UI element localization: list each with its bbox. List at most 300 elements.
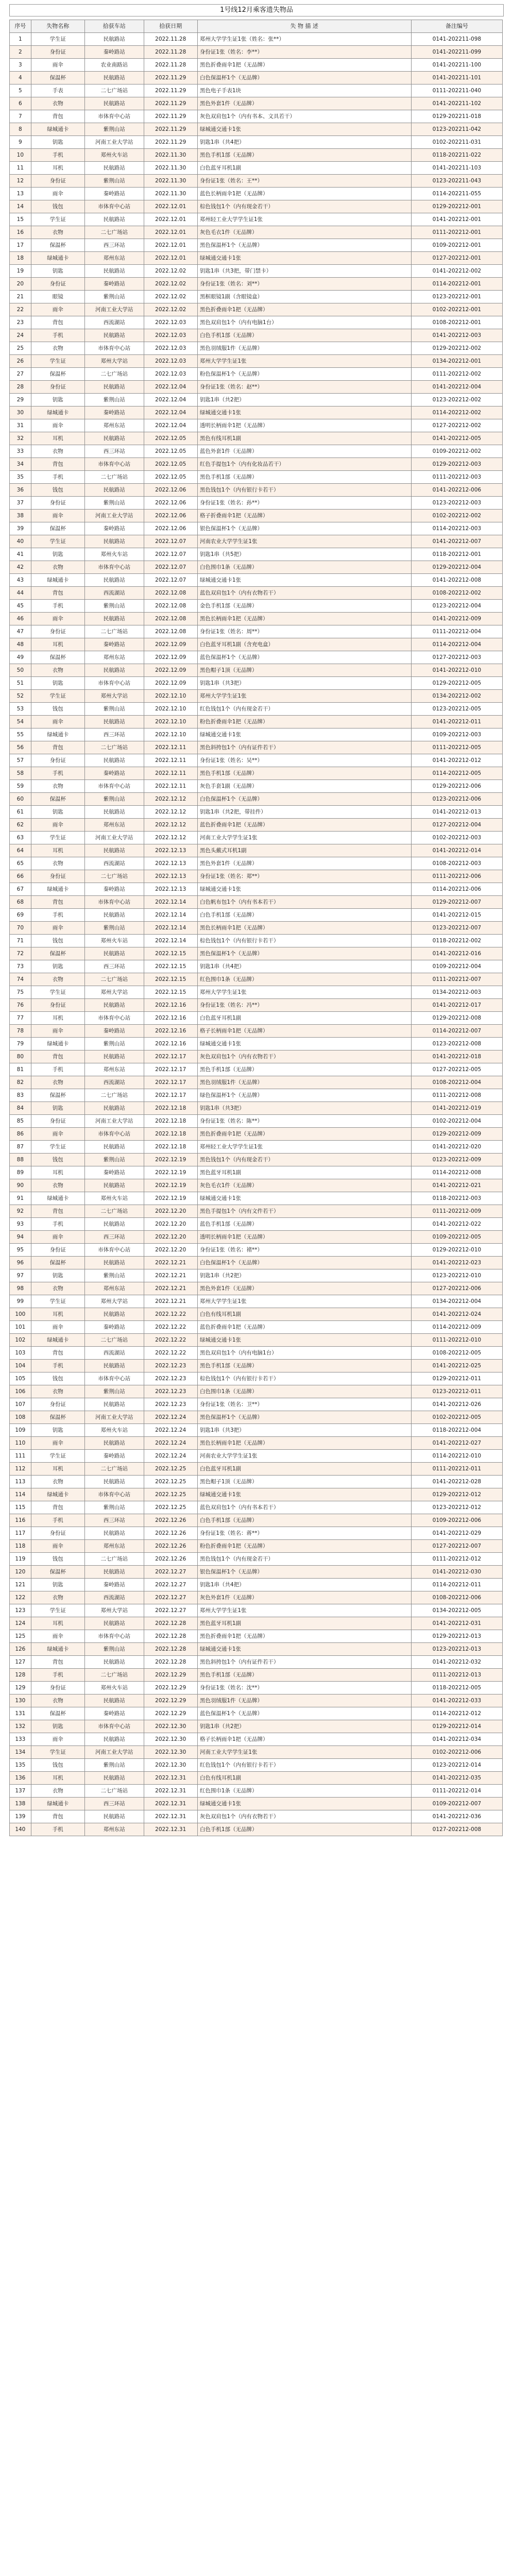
cell-code: 0129-202212-013	[411, 1630, 502, 1643]
cell-station: 民航路站	[84, 432, 144, 445]
cell-date: 2022.12.03	[144, 368, 197, 381]
cell-description: 郑州轻工业大学学生证1张	[197, 213, 411, 226]
cell-date: 2022.12.02	[144, 291, 197, 303]
cell-number: 29	[10, 394, 31, 406]
cell-code: 0141-202212-011	[411, 716, 502, 728]
cell-code: 0141-202212-001	[411, 213, 502, 226]
cell-description: 灰色毛衣1件（无品牌）	[197, 1179, 411, 1192]
cell-station: 西流湖站	[84, 316, 144, 329]
cell-item-name: 衣物	[31, 1282, 84, 1295]
table-row	[10, 394, 503, 406]
cell-description: 蓝色外套1件（无品牌）	[197, 445, 411, 458]
cell-item-name: 钥匙	[31, 1424, 84, 1437]
cell-number: 44	[10, 587, 31, 600]
cell-item-name: 雨伞	[31, 716, 84, 728]
cell-description: 白色有线耳机1副	[197, 1308, 411, 1321]
table-row	[10, 535, 503, 548]
cell-item-name: 衣物	[31, 780, 84, 793]
cell-item-name: 手表	[31, 84, 84, 97]
cell-date: 2022.12.01	[144, 226, 197, 239]
cell-item-name: 钱包	[31, 935, 84, 947]
cell-code: 0141-202212-028	[411, 1476, 502, 1488]
table-row	[10, 561, 503, 574]
cell-date: 2022.12.28	[144, 1630, 197, 1643]
cell-station: 农业南路站	[84, 59, 144, 72]
cell-date: 2022.12.06	[144, 522, 197, 535]
cell-code: 0109-202212-007	[411, 1798, 502, 1810]
cell-item-name: 保温杯	[31, 72, 84, 84]
table-row	[10, 368, 503, 381]
cell-item-name: 雨伞	[31, 1540, 84, 1553]
cell-code: 0123-202212-010	[411, 1269, 502, 1282]
cell-number: 140	[10, 1823, 31, 1836]
table-row	[10, 664, 503, 677]
cell-code: 0141-202212-014	[411, 844, 502, 857]
cell-description: 黑色保温杯1个（无品牌）	[197, 947, 411, 960]
cell-station: 郑州东站	[84, 1282, 144, 1295]
cell-item-name: 身份证	[31, 754, 84, 767]
cell-number: 40	[10, 535, 31, 548]
cell-date: 2022.12.24	[144, 1424, 197, 1437]
cell-code: 0129-202212-004	[411, 561, 502, 574]
cell-station: 二七广场站	[84, 1089, 144, 1102]
cell-number: 119	[10, 1553, 31, 1566]
cell-description: 黑色钱包1个（内有现金若干）	[197, 1553, 411, 1566]
cell-number: 31	[10, 419, 31, 432]
cell-item-name: 手机	[31, 1514, 84, 1527]
cell-item-name: 背包	[31, 316, 84, 329]
cell-number: 82	[10, 1076, 31, 1089]
cell-number: 63	[10, 832, 31, 844]
table-row	[10, 1115, 503, 1128]
cell-date: 2022.12.06	[144, 484, 197, 497]
cell-station: 西三环站	[84, 239, 144, 252]
cell-description: 蓝色折叠雨伞1把（无品牌）	[197, 1321, 411, 1334]
cell-station: 紫荆山站	[84, 1154, 144, 1166]
cell-number: 111	[10, 1450, 31, 1463]
table-row	[10, 1488, 503, 1501]
cell-date: 2022.12.06	[144, 497, 197, 510]
cell-code: 0123-202212-002	[411, 394, 502, 406]
cell-code: 0141-202212-026	[411, 1398, 502, 1411]
cell-item-name: 保温杯	[31, 1411, 84, 1424]
table-row	[10, 999, 503, 1012]
cell-number: 88	[10, 1154, 31, 1166]
cell-number: 56	[10, 741, 31, 754]
table-row	[10, 303, 503, 316]
cell-station: 河南工业大学站	[84, 1411, 144, 1424]
cell-code: 0141-202212-004	[411, 381, 502, 394]
cell-description: 蓝色保温杯1个（无品牌）	[197, 651, 411, 664]
cell-number: 4	[10, 72, 31, 84]
cell-code: 0129-202212-007	[411, 896, 502, 909]
cell-number: 120	[10, 1566, 31, 1579]
cell-date: 2022.12.02	[144, 303, 197, 316]
cell-description: 绿城通交通卡1张	[197, 728, 411, 741]
cell-item-name: 钥匙	[31, 394, 84, 406]
cell-station: 紫荆山站	[84, 1038, 144, 1050]
cell-code: 0141-202212-003	[411, 329, 502, 342]
cell-number: 16	[10, 226, 31, 239]
cell-code: 0129-202212-009	[411, 1128, 502, 1141]
cell-date: 2022.12.28	[144, 1656, 197, 1669]
cell-station: 郑州火车站	[84, 149, 144, 162]
cell-code: 0141-202212-020	[411, 1141, 502, 1154]
cell-number: 2	[10, 46, 31, 59]
cell-date: 2022.12.17	[144, 1063, 197, 1076]
table-row	[10, 677, 503, 690]
cell-number: 84	[10, 1102, 31, 1115]
cell-station: 紫荆山站	[84, 1269, 144, 1282]
cell-item-name: 雨伞	[31, 510, 84, 522]
cell-number: 70	[10, 922, 31, 935]
cell-description: 白色蓝牙耳机1副	[197, 1463, 411, 1476]
cell-number: 28	[10, 381, 31, 394]
lost-items-table	[9, 20, 503, 1836]
cell-date: 2022.12.05	[144, 471, 197, 484]
table-row	[10, 613, 503, 625]
table-header-row	[10, 20, 503, 33]
cell-description: 郑州大学学生证1张	[197, 986, 411, 999]
cell-station: 紫荆山站	[84, 1385, 144, 1398]
cell-number: 124	[10, 1617, 31, 1630]
cell-date: 2022.12.30	[144, 1720, 197, 1733]
cell-number: 54	[10, 716, 31, 728]
cell-code: 0111-202211-040	[411, 84, 502, 97]
cell-number: 61	[10, 806, 31, 819]
cell-item-name: 背包	[31, 458, 84, 471]
cell-date: 2022.11.29	[144, 84, 197, 97]
table-row	[10, 832, 503, 844]
cell-description: 白色帆布包1个（内有书本若干）	[197, 896, 411, 909]
cell-code: 0127-202212-006	[411, 1282, 502, 1295]
cell-code: 0141-202212-027	[411, 1437, 502, 1450]
table-row	[10, 342, 503, 355]
cell-number: 34	[10, 458, 31, 471]
cell-code: 0129-202212-011	[411, 1372, 502, 1385]
cell-number: 112	[10, 1463, 31, 1476]
cell-code: 0141-202212-019	[411, 1102, 502, 1115]
cell-code: 0108-202212-005	[411, 1347, 502, 1360]
cell-code: 0141-202212-010	[411, 664, 502, 677]
cell-code: 0108-202212-004	[411, 1076, 502, 1089]
cell-description: 钥匙1串（共2把）	[197, 1269, 411, 1282]
cell-description: 黑色羽绒服1件（无品牌）	[197, 1694, 411, 1707]
cell-station: 郑州火车站	[84, 935, 144, 947]
cell-item-name: 钥匙	[31, 677, 84, 690]
cell-description: 银色保温杯1个（无品牌）	[197, 522, 411, 535]
cell-item-name: 身份证	[31, 381, 84, 394]
cell-station: 民航路站	[84, 265, 144, 278]
cell-code: 0109-202212-002	[411, 445, 502, 458]
cell-description: 身份证1张（姓名：卫**）	[197, 1398, 411, 1411]
cell-date: 2022.11.29	[144, 72, 197, 84]
cell-station: 紫荆山站	[84, 394, 144, 406]
cell-description: 黑色保温杯1个（无品牌）	[197, 1411, 411, 1424]
cell-item-name: 手机	[31, 1823, 84, 1836]
cell-number: 131	[10, 1707, 31, 1720]
cell-item-name: 耳机	[31, 1772, 84, 1785]
cell-number: 72	[10, 947, 31, 960]
cell-station: 紫荆山站	[84, 175, 144, 188]
cell-item-name: 衣物	[31, 1385, 84, 1398]
cell-item-name: 绿城通卡	[31, 574, 84, 587]
cell-station: 民航路站	[84, 213, 144, 226]
cell-code: 0141-202212-005	[411, 432, 502, 445]
cell-code: 0118-202211-022	[411, 149, 502, 162]
cell-code: 0111-202212-006	[411, 870, 502, 883]
cell-date: 2022.12.29	[144, 1707, 197, 1720]
table-row	[10, 947, 503, 960]
cell-date: 2022.11.28	[144, 59, 197, 72]
cell-description: 白色围巾1条（无品牌）	[197, 561, 411, 574]
cell-station: 秦岭路站	[84, 188, 144, 200]
cell-station: 民航路站	[84, 574, 144, 587]
cell-station: 民航路站	[84, 1733, 144, 1746]
cell-station: 民航路站	[84, 999, 144, 1012]
cell-code: 0123-202212-014	[411, 1759, 502, 1772]
cell-item-name: 手机	[31, 471, 84, 484]
cell-item-name: 学生证	[31, 535, 84, 548]
cell-code: 0141-202212-006	[411, 484, 502, 497]
table-row	[10, 1282, 503, 1295]
cell-code: 0114-202212-003	[411, 522, 502, 535]
cell-code: 0141-202212-012	[411, 754, 502, 767]
table-row	[10, 84, 503, 97]
cell-station: 二七广场站	[84, 1334, 144, 1347]
cell-date: 2022.12.24	[144, 1450, 197, 1463]
cell-date: 2022.12.31	[144, 1785, 197, 1798]
cell-number: 9	[10, 136, 31, 149]
cell-date: 2022.12.07	[144, 548, 197, 561]
table-row	[10, 1205, 503, 1218]
cell-description: 河南农业大学学生证1张	[197, 535, 411, 548]
cell-code: 0114-202211-055	[411, 188, 502, 200]
cell-code: 0134-202212-002	[411, 690, 502, 703]
table-row	[10, 355, 503, 368]
cell-item-name: 身份证	[31, 175, 84, 188]
cell-station: 市体育中心站	[84, 1128, 144, 1141]
cell-number: 103	[10, 1347, 31, 1360]
cell-item-name: 雨伞	[31, 1437, 84, 1450]
cell-station: 民航路站	[84, 1050, 144, 1063]
cell-code: 0111-202212-012	[411, 1553, 502, 1566]
cell-description: 身份证1张（姓名：吴**）	[197, 754, 411, 767]
cell-item-name: 钱包	[31, 484, 84, 497]
cell-description: 黑色电子手表1块	[197, 84, 411, 97]
cell-number: 128	[10, 1669, 31, 1682]
table-row	[10, 471, 503, 484]
cell-code: 0123-202212-013	[411, 1643, 502, 1656]
cell-code: 0141-202212-022	[411, 1218, 502, 1231]
cell-number: 109	[10, 1424, 31, 1437]
cell-code: 0118-202212-002	[411, 935, 502, 947]
cell-code: 0114-202212-010	[411, 1450, 502, 1463]
cell-station: 民航路站	[84, 1218, 144, 1231]
cell-date: 2022.12.12	[144, 819, 197, 832]
cell-number: 8	[10, 123, 31, 136]
cell-item-name: 背包	[31, 1050, 84, 1063]
table-row	[10, 922, 503, 935]
table-row	[10, 458, 503, 471]
cell-description: 黑色帽子1顶（无品牌）	[197, 664, 411, 677]
cell-description: 黑色斜挎包1个（内有证件若干）	[197, 741, 411, 754]
cell-item-name: 雨伞	[31, 1025, 84, 1038]
cell-date: 2022.12.03	[144, 355, 197, 368]
cell-item-name: 学生证	[31, 1141, 84, 1154]
cell-station: 紫荆山站	[84, 922, 144, 935]
col-header-number: 序号	[10, 20, 31, 33]
cell-code: 0134-202212-004	[411, 1295, 502, 1308]
cell-description: 灰色双肩包1个（内有衣物若干）	[197, 1050, 411, 1063]
cell-number: 66	[10, 870, 31, 883]
table-row	[10, 1385, 503, 1398]
table-row	[10, 600, 503, 613]
cell-item-name: 衣物	[31, 1694, 84, 1707]
cell-item-name: 学生证	[31, 832, 84, 844]
table-row	[10, 265, 503, 278]
cell-number: 42	[10, 561, 31, 574]
cell-station: 二七广场站	[84, 741, 144, 754]
cell-code: 0127-202212-004	[411, 819, 502, 832]
cell-date: 2022.12.15	[144, 973, 197, 986]
cell-station: 郑州大学站	[84, 986, 144, 999]
cell-station: 河南工业大学站	[84, 832, 144, 844]
cell-station: 民航路站	[84, 909, 144, 922]
cell-date: 2022.12.11	[144, 780, 197, 793]
cell-item-name: 耳机	[31, 1166, 84, 1179]
cell-station: 民航路站	[84, 1257, 144, 1269]
cell-code: 0141-202212-029	[411, 1527, 502, 1540]
table-row	[10, 1295, 503, 1308]
cell-description: 格子长柄雨伞1把（无品牌）	[197, 1025, 411, 1038]
cell-item-name: 眼镜	[31, 291, 84, 303]
cell-item-name: 背包	[31, 1656, 84, 1669]
cell-date: 2022.12.25	[144, 1463, 197, 1476]
cell-item-name: 雨伞	[31, 819, 84, 832]
cell-code: 0141-202212-035	[411, 1772, 502, 1785]
cell-code: 0114-202212-011	[411, 1579, 502, 1591]
cell-number: 114	[10, 1488, 31, 1501]
cell-description: 红色围巾1条（无品牌）	[197, 1785, 411, 1798]
cell-description: 蓝色双肩包1个（内有衣物若干）	[197, 587, 411, 600]
cell-code: 0141-202211-098	[411, 33, 502, 46]
cell-station: 秦岭路站	[84, 46, 144, 59]
table-row	[10, 381, 503, 394]
cell-item-name: 绿城通卡	[31, 1643, 84, 1656]
cell-description: 粉色折叠雨伞1把（无品牌）	[197, 1540, 411, 1553]
cell-date: 2022.12.26	[144, 1540, 197, 1553]
cell-number: 55	[10, 728, 31, 741]
cell-number: 138	[10, 1798, 31, 1810]
cell-date: 2022.12.11	[144, 754, 197, 767]
cell-date: 2022.12.03	[144, 342, 197, 355]
cell-station: 紫荆山站	[84, 1759, 144, 1772]
table-row	[10, 1540, 503, 1553]
cell-station: 民航路站	[84, 1527, 144, 1540]
cell-station: 民航路站	[84, 1694, 144, 1707]
cell-number: 26	[10, 355, 31, 368]
table-row	[10, 316, 503, 329]
cell-code: 0109-202212-006	[411, 1514, 502, 1527]
table-row	[10, 1360, 503, 1372]
cell-item-name: 身份证	[31, 1115, 84, 1128]
table-row	[10, 754, 503, 767]
cell-item-name: 钥匙	[31, 265, 84, 278]
cell-number: 127	[10, 1656, 31, 1669]
cell-number: 77	[10, 1012, 31, 1025]
cell-date: 2022.12.20	[144, 1231, 197, 1244]
cell-description: 黑色手提包1个（内有文件若干）	[197, 1205, 411, 1218]
cell-item-name: 身份证	[31, 625, 84, 638]
cell-date: 2022.12.16	[144, 1012, 197, 1025]
cell-code: 0111-202212-014	[411, 1785, 502, 1798]
cell-number: 136	[10, 1772, 31, 1785]
cell-date: 2022.12.26	[144, 1514, 197, 1527]
cell-number: 71	[10, 935, 31, 947]
cell-item-name: 耳机	[31, 1308, 84, 1321]
table-row	[10, 1772, 503, 1785]
cell-station: 民航路站	[84, 1308, 144, 1321]
table-row	[10, 1643, 503, 1656]
cell-description: 身份证1张（姓名：沈**）	[197, 1682, 411, 1694]
cell-item-name: 绿城通卡	[31, 252, 84, 265]
cell-description: 黑框眼镜1副（含眼镜盒）	[197, 291, 411, 303]
cell-date: 2022.12.13	[144, 857, 197, 870]
cell-station: 市体育中心站	[84, 1630, 144, 1643]
cell-date: 2022.12.08	[144, 613, 197, 625]
cell-code: 0141-202211-100	[411, 59, 502, 72]
cell-description: 河南工业大学学生证1张	[197, 1746, 411, 1759]
cell-number: 118	[10, 1540, 31, 1553]
cell-code: 0114-202212-012	[411, 1707, 502, 1720]
cell-code: 0134-202212-001	[411, 355, 502, 368]
cell-description: 透明长柄雨伞1把（无品牌）	[197, 1231, 411, 1244]
cell-code: 0123-202212-006	[411, 793, 502, 806]
cell-station: 秦岭路站	[84, 1025, 144, 1038]
cell-station: 市体育中心站	[84, 896, 144, 909]
table-row	[10, 1257, 503, 1269]
cell-date: 2022.12.02	[144, 278, 197, 291]
cell-description: 黑色外套1件（无品牌）	[197, 1282, 411, 1295]
cell-code: 0123-202212-007	[411, 922, 502, 935]
cell-station: 秦岭路站	[84, 406, 144, 419]
cell-date: 2022.11.30	[144, 175, 197, 188]
cell-date: 2022.12.05	[144, 445, 197, 458]
cell-item-name: 手机	[31, 1360, 84, 1372]
cell-description: 蓝色双肩包1个（内有书本若干）	[197, 1501, 411, 1514]
cell-description: 透明长柄雨伞1把（无品牌）	[197, 419, 411, 432]
cell-item-name: 耳机	[31, 1463, 84, 1476]
cell-number: 93	[10, 1218, 31, 1231]
cell-station: 郑州东站	[84, 819, 144, 832]
cell-description: 灰色手套1副（无品牌）	[197, 780, 411, 793]
cell-date: 2022.12.24	[144, 1437, 197, 1450]
cell-item-name: 保温杯	[31, 1257, 84, 1269]
cell-number: 139	[10, 1810, 31, 1823]
cell-code: 0129-202212-010	[411, 1244, 502, 1257]
cell-item-name: 身份证	[31, 870, 84, 883]
cell-code: 0123-202212-012	[411, 1501, 502, 1514]
cell-item-name: 绿城通卡	[31, 1192, 84, 1205]
cell-station: 民航路站	[84, 1656, 144, 1669]
cell-date: 2022.12.15	[144, 986, 197, 999]
cell-code: 0129-202212-003	[411, 458, 502, 471]
table-row	[10, 419, 503, 432]
cell-date: 2022.12.05	[144, 432, 197, 445]
cell-item-name: 绿城通卡	[31, 883, 84, 896]
cell-code: 0123-202212-009	[411, 1154, 502, 1166]
